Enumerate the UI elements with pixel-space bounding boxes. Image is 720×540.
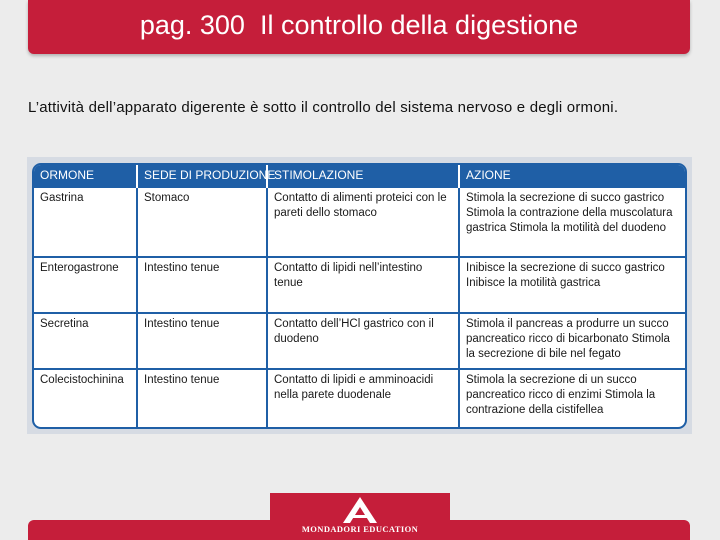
table-row xyxy=(34,313,685,369)
cell-stimolazione: Contatto di lipidi e amminoacidi nella parete duodenale xyxy=(267,369,459,429)
cell-sede: Intestino tenue xyxy=(137,257,267,313)
cell-sede: Intestino tenue xyxy=(137,369,267,429)
cell-stimolazione: Contatto dell’HCl gastrico con il duodeno xyxy=(267,313,459,369)
cell-sede: Intestino tenue xyxy=(137,313,267,369)
cell-azione: Stimola il pancreas a produrre un succo pancreatico ricco di bicarbonato Stimola la secrezione di bile nel fegato xyxy=(459,313,685,369)
hormone-table xyxy=(34,165,685,429)
cell-stimolazione: Contatto di lipidi nell’intestino tenue xyxy=(267,257,459,313)
header-ormone: ORMONE xyxy=(34,165,137,187)
mondadori-a-icon xyxy=(343,497,377,523)
cell-ormone: Gastrina xyxy=(34,187,137,257)
cell-azione: Stimola la secrezione di un succo pancreatico ricco di enzimi Stimola la contrazione della cistifellea xyxy=(459,369,685,429)
cell-ormone: Colecistochinina xyxy=(34,369,137,429)
hormone-table-card xyxy=(27,157,692,434)
header-azione: AZIONE xyxy=(459,165,685,187)
cell-ormone: Enterogastrone xyxy=(34,257,137,313)
publisher-logo xyxy=(270,493,450,540)
table-row xyxy=(34,369,685,429)
page-title: pag. 300 Il controllo della digestione xyxy=(139,9,579,40)
cell-sede: Stomaco xyxy=(137,187,267,257)
hormone-table-frame xyxy=(32,163,687,429)
cell-ormone: Secretina xyxy=(34,313,137,369)
header-sede: SEDE DI PRODUZIONE xyxy=(137,165,267,187)
header-stimolazione: STIMOLAZIONE xyxy=(267,165,459,187)
table-row xyxy=(34,187,685,257)
intro-text: L’attività dell’apparato digerente è sotto il controllo del sistema nervoso e degli ormoni. xyxy=(28,99,619,116)
cell-stimolazione: Contatto di alimenti proteici con le pareti dello stomaco xyxy=(267,187,459,257)
cell-azione: Inibisce la secrezione di succo gastrico Inibisce la motilità gastrica xyxy=(459,257,685,313)
table-header-row xyxy=(34,165,685,187)
cell-azione: Stimola la secrezione di succo gastrico Stimola la contrazione della muscolatura gastrica Stimola la motilità del duodeno xyxy=(459,187,685,257)
logo-text: MONDADORI EDUCATION xyxy=(301,524,419,534)
table-row xyxy=(34,257,685,313)
title-bar xyxy=(28,0,690,54)
